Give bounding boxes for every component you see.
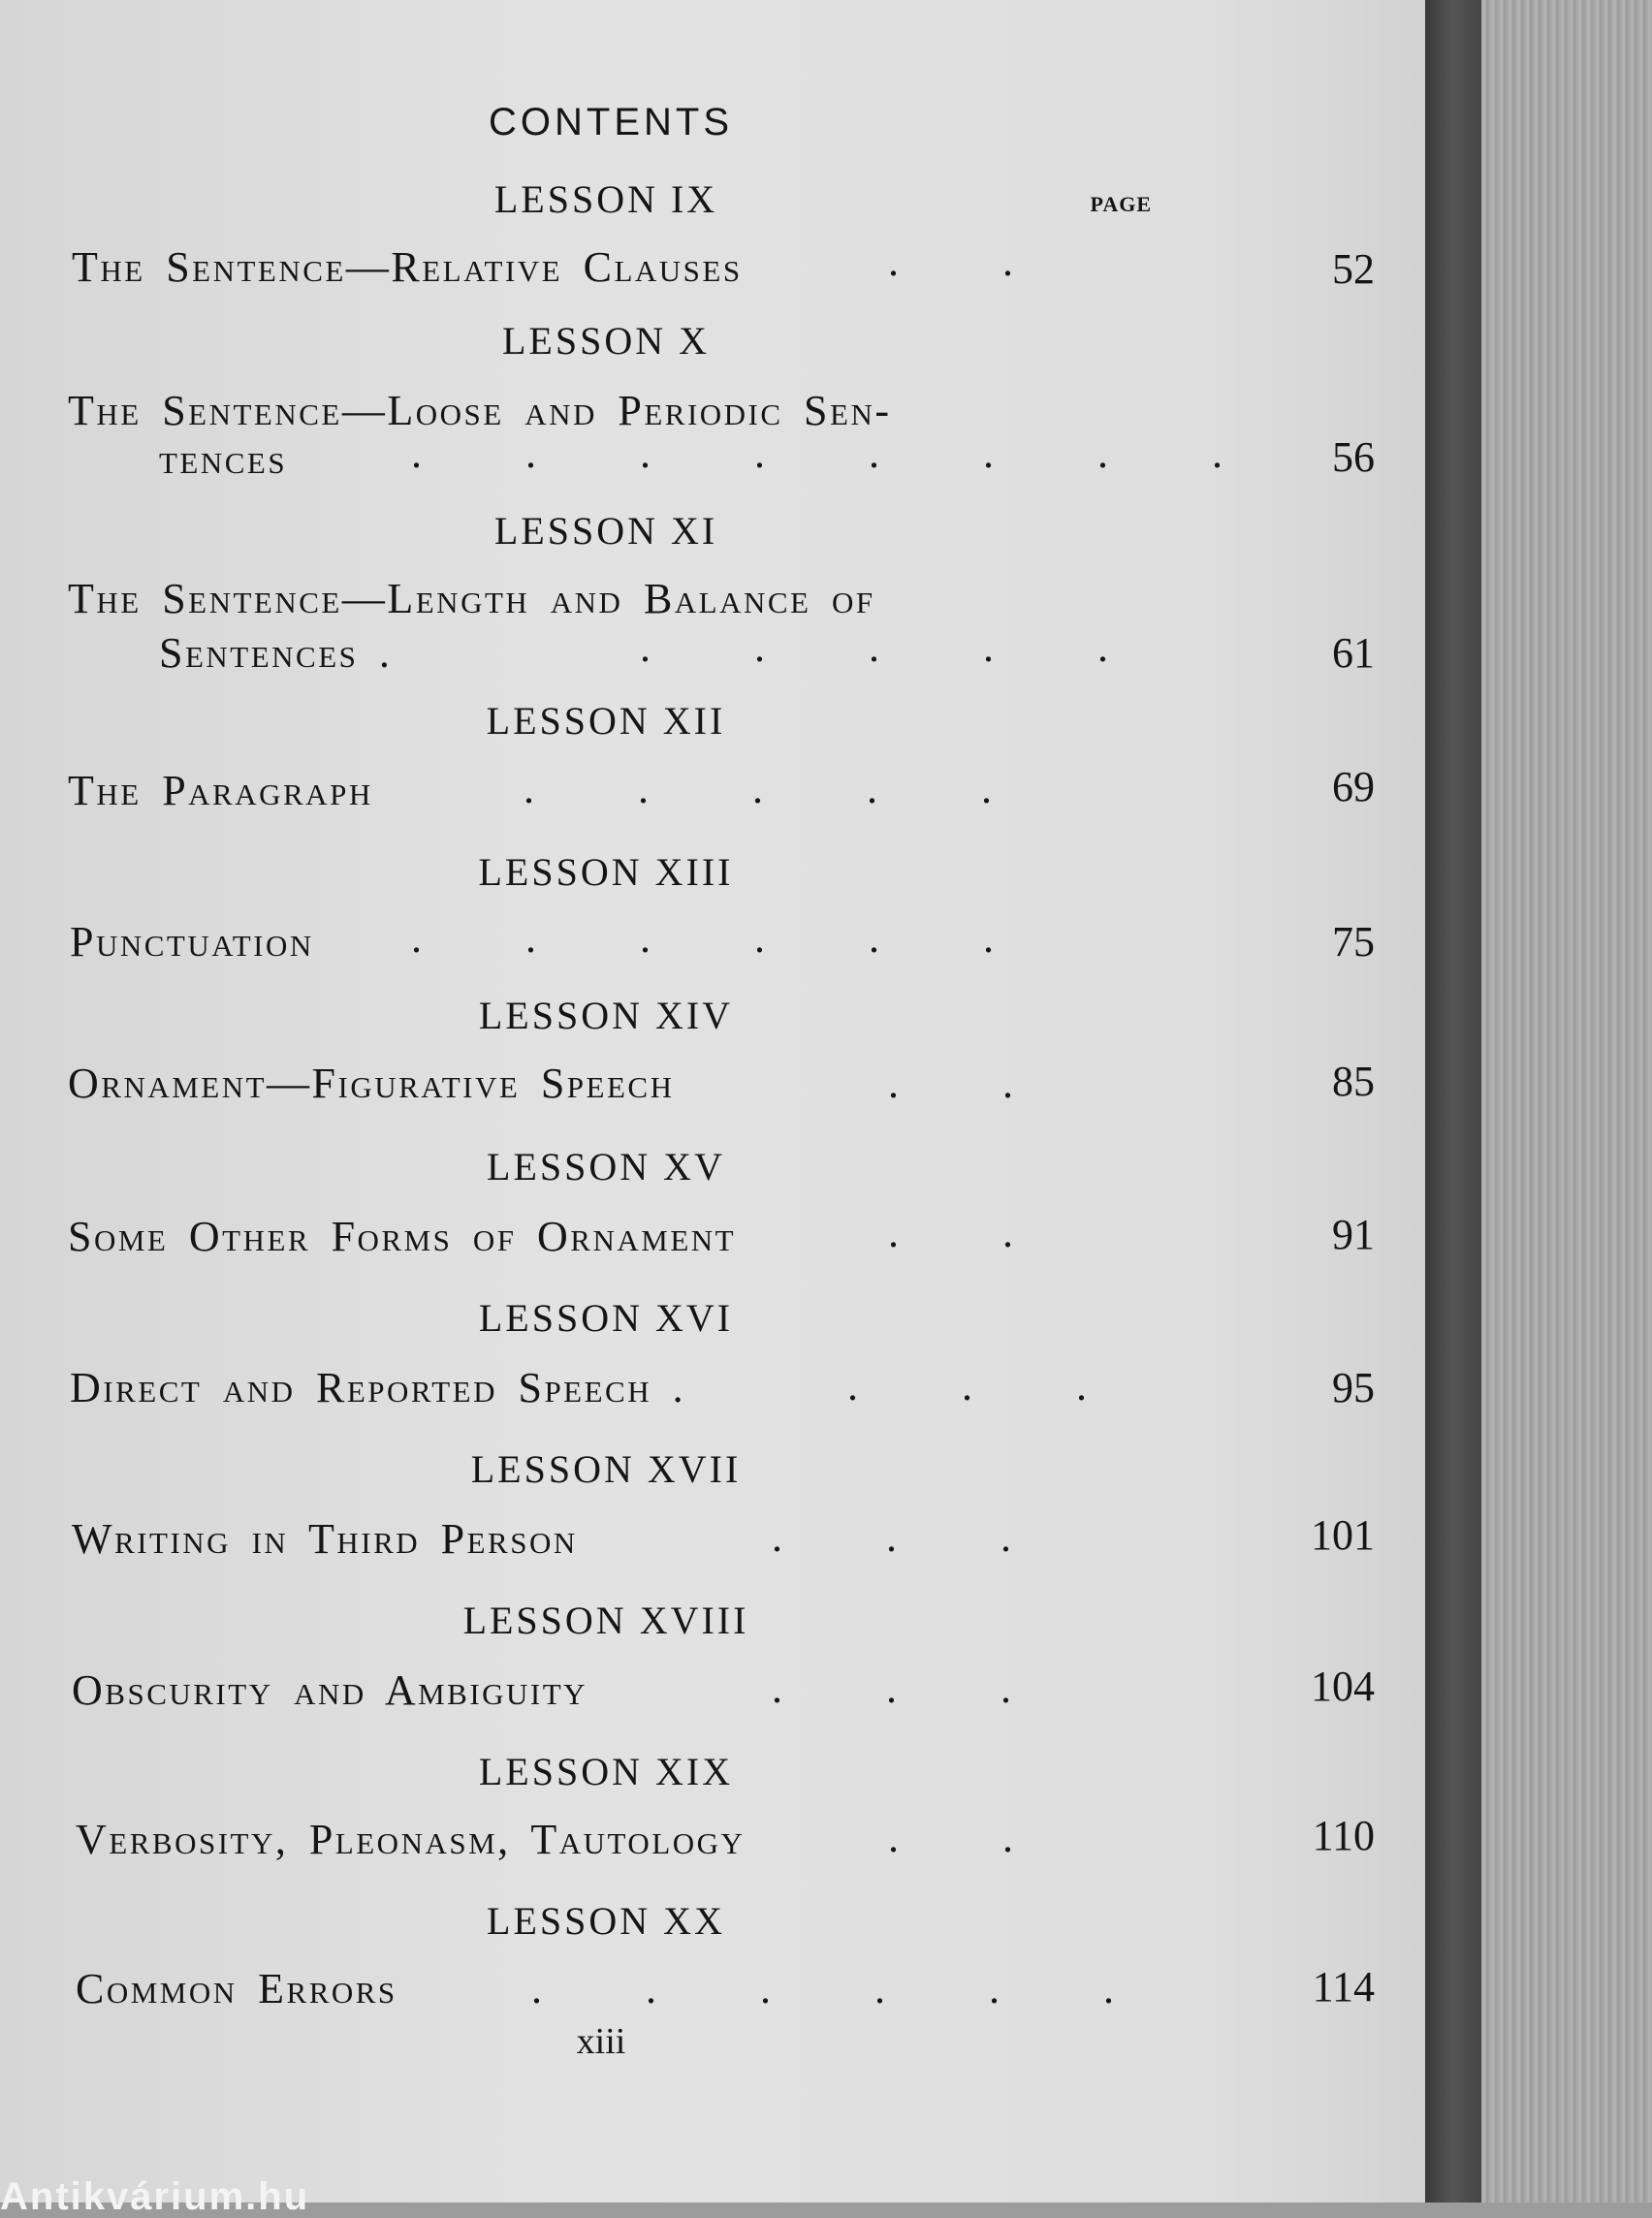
entry-page-number: 91 — [1332, 1211, 1375, 1258]
watermark: Antikvárium.hu — [0, 2175, 310, 2218]
entry-page-number: 75 — [1332, 918, 1375, 966]
entry-page-number: 95 — [1332, 1364, 1375, 1411]
lesson-heading: LESSON XV — [487, 1145, 725, 1188]
lesson-heading: LESSON XVI — [478, 1296, 734, 1340]
leader-dots: . . . . . . . . — [411, 429, 1269, 477]
entry-title: Some Other Forms of Ornament — [68, 1213, 737, 1260]
leader-dots: . . — [888, 238, 1060, 285]
entry-title: The Sentence—Loose and Periodic Sen- — [68, 387, 892, 434]
entry-title: The Sentence—Length and Balance of — [68, 575, 875, 622]
entry-title: Ornament—Figurative Speech — [68, 1060, 675, 1107]
leader-dots: . . . . . — [640, 623, 1155, 671]
lesson-heading: LESSON XIX — [478, 1750, 734, 1793]
entry-page-number: 85 — [1332, 1058, 1375, 1105]
lesson-heading: LESSON XII — [486, 699, 726, 743]
entry-title: The Paragraph — [68, 767, 373, 814]
leader-dots: . . . . . . — [531, 1965, 1160, 2012]
lesson-heading: LESSON XIII — [478, 850, 734, 894]
lesson-heading: LESSON XIV — [478, 994, 734, 1037]
lesson-heading: LESSON XX — [487, 1899, 725, 1943]
leader-dots: . . . — [772, 1513, 1058, 1561]
entry-title-continued: tences — [159, 435, 288, 483]
lesson-heading: LESSON IX — [493, 177, 718, 221]
entry-page-number: 104 — [1311, 1663, 1375, 1710]
lesson-heading: LESSON XVIII — [462, 1599, 749, 1642]
leader-dots: . . — [888, 1060, 1060, 1107]
leader-dots: . . . . . — [524, 765, 1038, 812]
entry-title: The Sentence—Relative Clauses — [72, 243, 743, 291]
book-cover-edge — [1481, 0, 1652, 2202]
entry-page-number: 114 — [1312, 1963, 1375, 2011]
entry-page-number: 56 — [1332, 433, 1375, 481]
entry-page-number: 69 — [1332, 763, 1375, 810]
page-column-label: PAGE — [1090, 192, 1152, 216]
entry-title: Writing in Third Person — [72, 1515, 578, 1563]
page-number: xiii — [576, 2021, 626, 2062]
lesson-heading: LESSON XVII — [470, 1447, 742, 1491]
leader-dots: . . . — [847, 1362, 1133, 1410]
entry-page-number: 52 — [1332, 245, 1375, 293]
leader-dots: . . — [888, 1209, 1060, 1256]
leader-dots: . . — [888, 1814, 1060, 1861]
leader-dots: . . . . . . — [411, 914, 1040, 962]
entry-title-continued: Sentences . — [159, 629, 393, 677]
book-spine — [1425, 0, 1481, 2202]
entry-title: Common Errors — [76, 1965, 397, 2012]
lesson-heading: LESSON X — [501, 319, 711, 363]
entry-page-number: 110 — [1312, 1812, 1375, 1859]
lesson-heading: LESSON XI — [493, 509, 718, 553]
entry-title: Punctuation — [70, 918, 314, 966]
contents-heading: CONTENTS — [489, 101, 733, 143]
entry-page-number: 101 — [1311, 1511, 1375, 1559]
entry-title: Verbosity, Pleonasm, Tautology — [76, 1816, 746, 1863]
entry-title: Obscurity and Ambiguity — [72, 1666, 588, 1714]
leader-dots: . . . — [772, 1664, 1058, 1712]
entry-page-number: 61 — [1332, 629, 1375, 677]
entry-title: Direct and Reported Speech . — [70, 1364, 686, 1411]
